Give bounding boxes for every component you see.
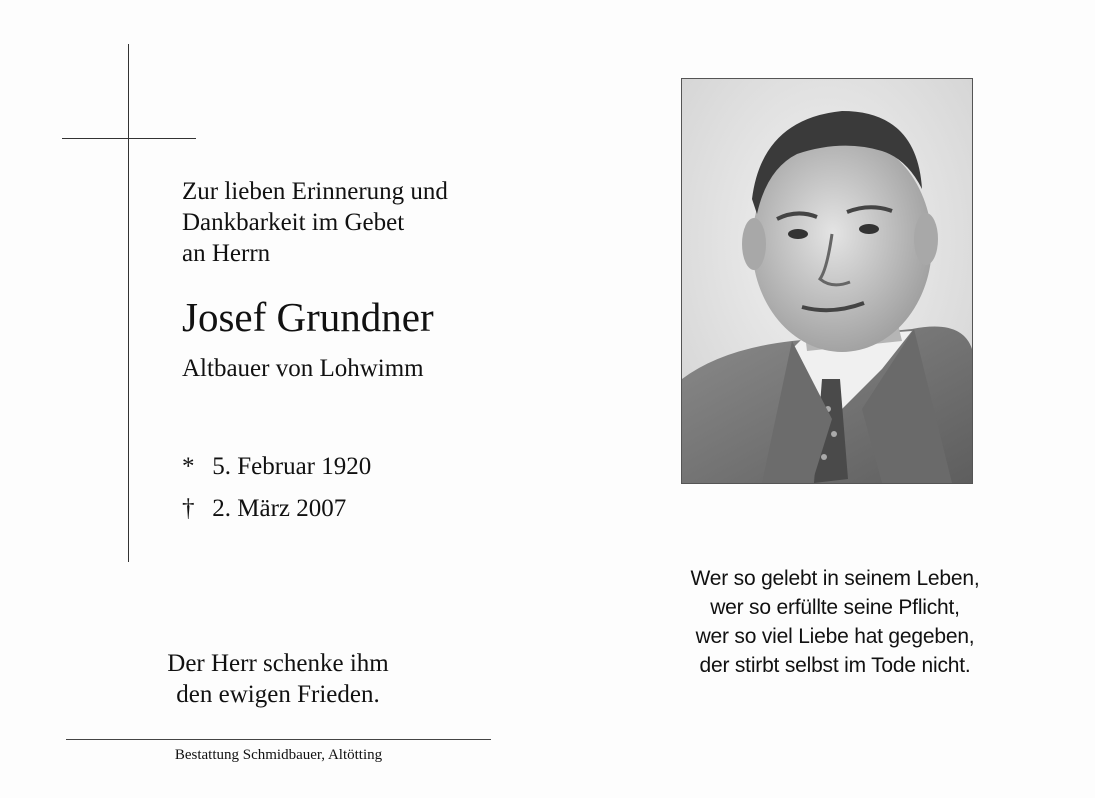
footer-divider [66,739,491,740]
death-symbol: † [182,495,195,522]
intro-line: Zur lieben Erinnerung und [182,178,448,205]
blessing-line: den ewigen Frieden. [176,681,380,708]
birth-symbol: * [182,453,195,480]
death-date: 2. März 2007 [212,495,347,522]
blessing-line: Der Herr schenke ihm [167,650,389,677]
poem-line: Wer so gelebt in seinem Leben, [690,567,980,590]
blessing-text [128,648,428,710]
portrait-illustration [682,79,972,483]
intro-line: an Herrn [182,240,271,267]
poem-line: der stirbt selbst im Tode nicht. [699,654,971,677]
birth-date-row [182,452,371,482]
cross-horizontal-bar [62,138,196,139]
intro-text [182,176,448,269]
poem-line: wer so erfüllte seine Pflicht, [710,596,960,619]
death-date-row [182,494,346,524]
cross-vertical-bar [128,44,129,562]
memorial-poem [640,564,1030,680]
occupation: Altbauer von Lohwimm [182,355,424,382]
intro-line: Dankbarkeit im Gebet [182,209,405,236]
birth-date: 5. Februar 1920 [212,453,372,480]
portrait-photo [681,78,973,484]
funeral-home-credit: Bestattung Schmidbauer, Altötting [174,747,383,763]
deceased-name: Josef Grundner [182,294,434,340]
poem-line: wer so viel Liebe hat gegeben, [695,625,975,648]
